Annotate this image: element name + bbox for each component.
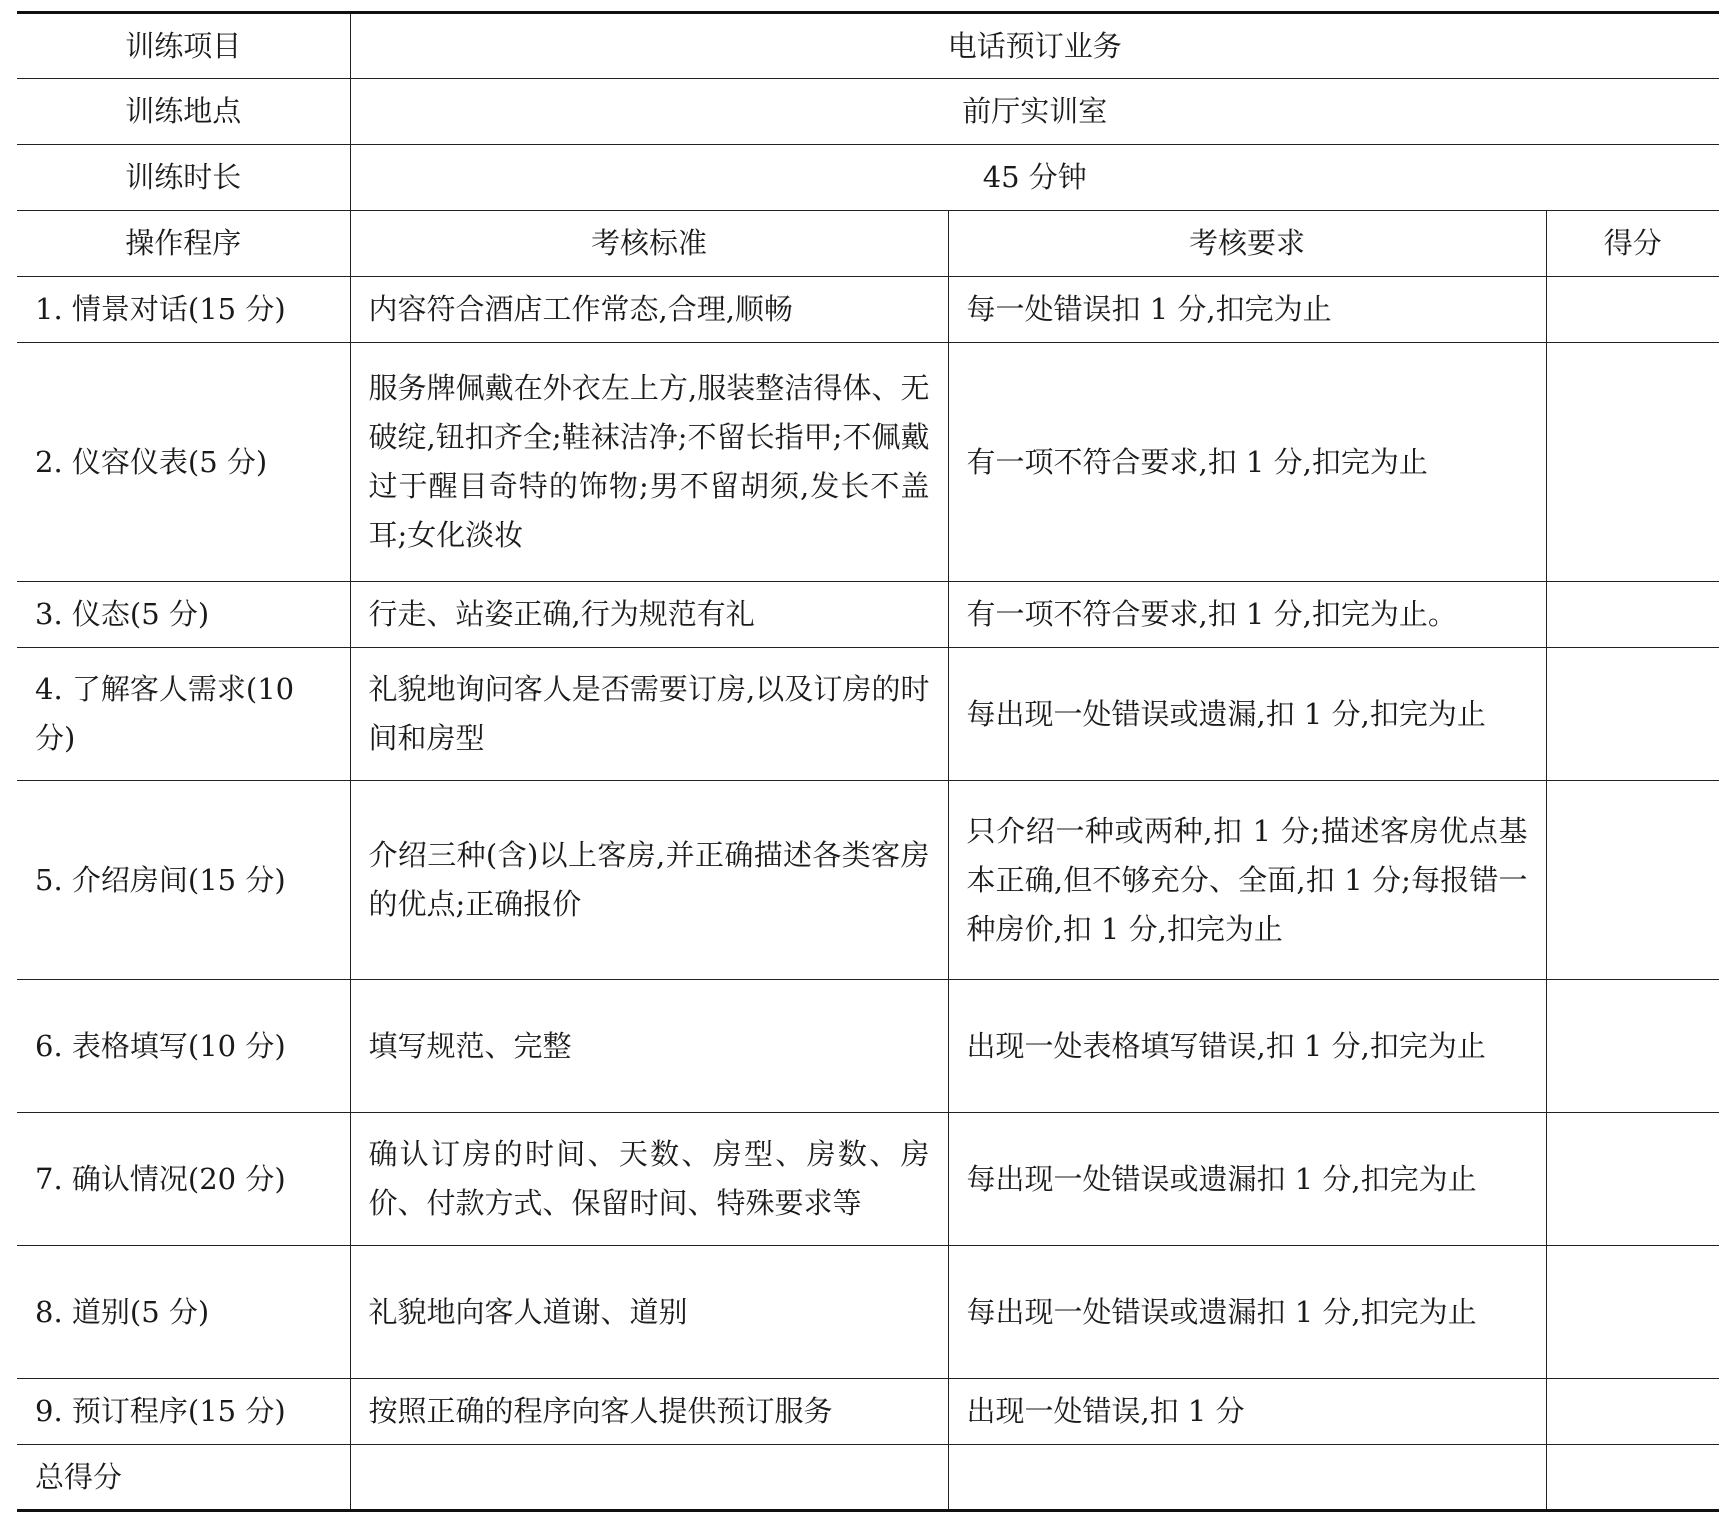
total-label: 总得分 <box>17 1445 350 1511</box>
column-header-procedure: 操作程序 <box>17 211 350 277</box>
total-standard-cell <box>350 1445 948 1511</box>
procedure-cell: 4. 了解客人需求(10 分) <box>17 648 350 781</box>
column-header-row <box>17 211 1719 277</box>
procedure-cell: 2. 仪容仪表(5 分) <box>17 343 350 582</box>
standard-cell: 行走、站姿正确,行为规范有礼 <box>350 582 948 648</box>
score-cell <box>1546 1113 1719 1246</box>
column-header-standard: 考核标准 <box>350 211 948 277</box>
total-requirement-cell <box>948 1445 1546 1511</box>
table-row <box>17 343 1719 582</box>
standard-cell: 确认订房的时间、天数、房型、房数、房价、付款方式、保留时间、特殊要求等 <box>350 1113 948 1246</box>
standard-cell: 介绍三种(含)以上客房,并正确描述各类客房的优点;正确报价 <box>350 781 948 980</box>
table-row <box>17 1113 1719 1246</box>
requirement-cell: 每一处错误扣 1 分,扣完为止 <box>948 277 1546 343</box>
score-cell <box>1546 648 1719 781</box>
standard-cell: 内容符合酒店工作常态,合理,顺畅 <box>350 277 948 343</box>
standard-cell: 服务牌佩戴在外衣左上方,服装整洁得体、无破绽,钮扣齐全;鞋袜洁净;不留长指甲;不佩戴过于醒目奇特的饰物;男不留胡须,发长不盖耳;女化淡妆 <box>350 343 948 582</box>
project-label: 训练项目 <box>17 13 350 79</box>
procedure-cell: 8. 道别(5 分) <box>17 1246 350 1379</box>
standard-cell: 按照正确的程序向客人提供预订服务 <box>350 1379 948 1445</box>
score-cell <box>1546 781 1719 980</box>
standard-cell: 填写规范、完整 <box>350 980 948 1113</box>
total-score-cell <box>1546 1445 1719 1511</box>
requirement-cell: 有一项不符合要求,扣 1 分,扣完为止。 <box>948 582 1546 648</box>
table-row <box>17 1246 1719 1379</box>
table-row <box>17 277 1719 343</box>
standard-cell: 礼貌地询问客人是否需要订房,以及订房的时间和房型 <box>350 648 948 781</box>
duration-label: 训练时长 <box>17 145 350 211</box>
project-value: 电话预订业务 <box>350 13 1719 79</box>
column-header-requirement: 考核要求 <box>948 211 1546 277</box>
procedure-cell: 3. 仪态(5 分) <box>17 582 350 648</box>
score-cell <box>1546 980 1719 1113</box>
procedure-cell: 7. 确认情况(20 分) <box>17 1113 350 1246</box>
duration-row <box>17 145 1719 211</box>
total-row <box>17 1445 1719 1511</box>
requirement-cell: 每出现一处错误或遗漏,扣 1 分,扣完为止 <box>948 648 1546 781</box>
project-row <box>17 13 1719 79</box>
requirement-cell: 每出现一处错误或遗漏扣 1 分,扣完为止 <box>948 1113 1546 1246</box>
table-row <box>17 582 1719 648</box>
table-row <box>17 648 1719 781</box>
standard-cell: 礼貌地向客人道谢、道别 <box>350 1246 948 1379</box>
procedure-cell: 5. 介绍房间(15 分) <box>17 781 350 980</box>
procedure-cell: 6. 表格填写(10 分) <box>17 980 350 1113</box>
score-cell <box>1546 277 1719 343</box>
assessment-table <box>17 11 1719 1512</box>
requirement-cell: 有一项不符合要求,扣 1 分,扣完为止 <box>948 343 1546 582</box>
table-row <box>17 980 1719 1113</box>
location-value: 前厅实训室 <box>350 79 1719 145</box>
table-row <box>17 1379 1719 1445</box>
duration-value: 45 分钟 <box>350 145 1719 211</box>
score-cell <box>1546 582 1719 648</box>
requirement-cell: 每出现一处错误或遗漏扣 1 分,扣完为止 <box>948 1246 1546 1379</box>
score-cell <box>1546 1379 1719 1445</box>
procedure-cell: 1. 情景对话(15 分) <box>17 277 350 343</box>
requirement-cell: 出现一处表格填写错误,扣 1 分,扣完为止 <box>948 980 1546 1113</box>
location-label: 训练地点 <box>17 79 350 145</box>
table-row <box>17 781 1719 980</box>
requirement-cell: 只介绍一种或两种,扣 1 分;描述客房优点基本正确,但不够充分、全面,扣 1 分;每报错一种房价,扣 1 分,扣完为止 <box>948 781 1546 980</box>
score-cell <box>1546 1246 1719 1379</box>
procedure-cell: 9. 预订程序(15 分) <box>17 1379 350 1445</box>
requirement-cell: 出现一处错误,扣 1 分 <box>948 1379 1546 1445</box>
score-cell <box>1546 343 1719 582</box>
column-header-score: 得分 <box>1546 211 1719 277</box>
location-row <box>17 79 1719 145</box>
